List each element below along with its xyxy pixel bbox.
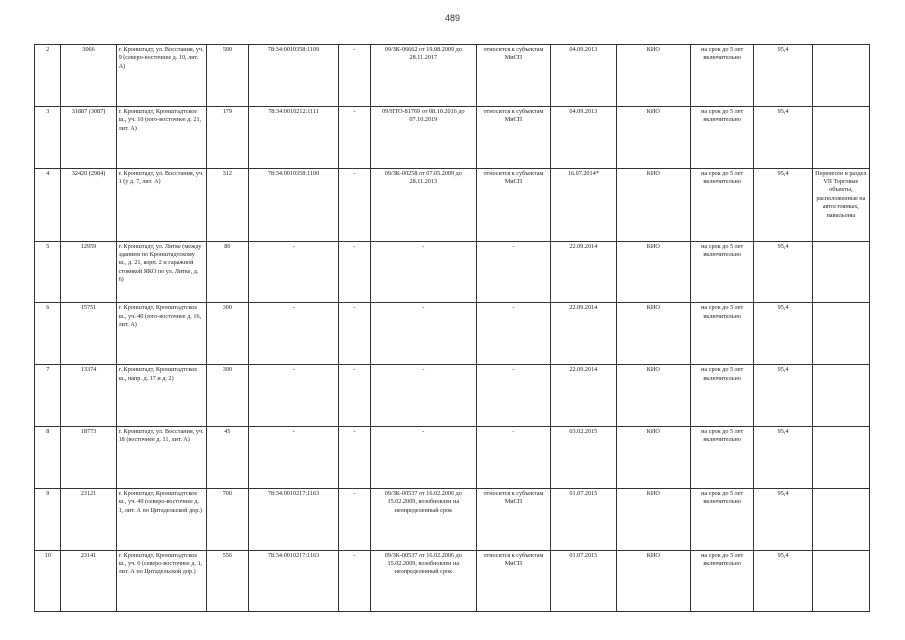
row-number-cell: 8 — [35, 426, 61, 488]
registry-number-cell: 31887 (3087) — [61, 106, 116, 168]
percent-cell: 95,4 — [754, 106, 812, 168]
row-number-cell: 6 — [35, 303, 61, 365]
cadastral-number-cell: - — [249, 365, 339, 427]
address-cell: г. Кронштадт, ул. Восстания, уч. 18 (восточнее д. 11, лит. А) — [116, 426, 206, 488]
row-number-cell: 7 — [35, 365, 61, 427]
table-row — [35, 45, 870, 107]
percent-cell: 95,4 — [754, 45, 812, 107]
percent-cell: 95,4 — [754, 488, 812, 550]
cadastral-number-cell: 78:34:0010358:1109 — [249, 45, 339, 107]
date-cell: 22.09.2014 — [550, 365, 616, 427]
registry-number-cell: 23121 — [61, 488, 116, 550]
percent-cell: 95,4 — [754, 365, 812, 427]
registry-number-cell: 3066 — [61, 45, 116, 107]
term-cell: на срок до 5 лет включительно — [690, 426, 754, 488]
area-cell: 312 — [206, 168, 248, 241]
table-row — [35, 241, 870, 303]
term-cell: на срок до 5 лет включительно — [690, 45, 754, 107]
organization-cell: КИО — [616, 488, 690, 550]
organization-cell: КИО — [616, 365, 690, 427]
note-cell — [812, 45, 869, 107]
cadastral-number-cell: 78:34:0010217:1163 — [249, 550, 339, 612]
term-cell: на срок до 5 лет включительно — [690, 488, 754, 550]
area-cell: 300 — [206, 303, 248, 365]
contract-cell: - — [370, 426, 476, 488]
dash-cell: - — [339, 303, 371, 365]
row-number-cell: 2 — [35, 45, 61, 107]
term-cell: на срок до 5 лет включительно — [690, 106, 754, 168]
status-cell: относится к субъектам МиСП — [476, 106, 550, 168]
table-row — [35, 426, 870, 488]
area-cell: 700 — [206, 488, 248, 550]
row-number-cell: 4 — [35, 168, 61, 241]
dash-cell: - — [339, 550, 371, 612]
dash-cell: - — [339, 365, 371, 427]
row-number-cell: 10 — [35, 550, 61, 612]
registry-number-cell: 23141 — [61, 550, 116, 612]
percent-cell: 95,4 — [754, 241, 812, 303]
note-cell — [812, 426, 869, 488]
note-cell: Перенесен в раздел VII Торговые объекты, расположенные на автостоянках, павильоны — [812, 168, 869, 241]
organization-cell: КИО — [616, 168, 690, 241]
registry-table — [34, 44, 870, 612]
percent-cell: 95,4 — [754, 426, 812, 488]
date-cell: 04.09.2013 — [550, 106, 616, 168]
status-cell: относится к субъектам МиСП — [476, 168, 550, 241]
address-cell: г. Кронштадт, Кронштадтское ш., уч. 49 (северо-восточнее д. 1, лит. А по Цитадельской дор.) — [116, 488, 206, 550]
date-cell: 04.09.2013 — [550, 45, 616, 107]
percent-cell: 95,4 — [754, 303, 812, 365]
registry-number-cell: 12959 — [61, 241, 116, 303]
address-cell: г. Кронштадт, Кронштадтское ш., уч. 10 (юго-восточнее д. 21, лит. А) — [116, 106, 206, 168]
dash-cell: - — [339, 488, 371, 550]
note-cell — [812, 550, 869, 612]
address-cell: г. Кронштадт, ул. Восстания, уч. 9 (северо-восточнее д. 10, лит. А) — [116, 45, 206, 107]
organization-cell: КИО — [616, 550, 690, 612]
address-cell: г. Кронштадт, ул. Восстания, уч. 1 (у д. 7, лит. А) — [116, 168, 206, 241]
row-number-cell: 3 — [35, 106, 61, 168]
status-cell: - — [476, 365, 550, 427]
date-cell: 01.07.2015 — [550, 550, 616, 612]
percent-cell: 95,4 — [754, 550, 812, 612]
contract-cell: - — [370, 241, 476, 303]
table-row — [35, 303, 870, 365]
table-row — [35, 365, 870, 427]
contract-cell: 09/ЗК-06662 от 19.08.2009 до 28.11.2017 — [370, 45, 476, 107]
contract-cell: 09/ЗК-00537 от 16.02.2006 до 15.02.2009, возобновлен на неопределенный срок — [370, 488, 476, 550]
address-cell: г. Кронштадт, Кронштадтское ш., напр. д. 17 и д. 2) — [116, 365, 206, 427]
term-cell: на срок до 5 лет включительно — [690, 241, 754, 303]
status-cell: - — [476, 426, 550, 488]
status-cell: - — [476, 303, 550, 365]
cadastral-number-cell: 78:34:0010217:1163 — [249, 488, 339, 550]
dash-cell: - — [339, 426, 371, 488]
organization-cell: КИО — [616, 45, 690, 107]
area-cell: 556 — [206, 550, 248, 612]
dash-cell: - — [339, 45, 371, 107]
address-cell: г. Кронштадт, Кронштадтское ш., уч. 6 (северо-восточнее д. 1, лит. А по Цитадельской дор.) — [116, 550, 206, 612]
address-cell: г. Кронштадт, ул. Литке (между зданием по Кронштадтскому ш., д. 21, корп. 2 и гаражной стоянкой ЯКО по ул. Литке, д. 6) — [116, 241, 206, 303]
date-cell: 16.07.2014* — [550, 168, 616, 241]
area-cell: 500 — [206, 45, 248, 107]
term-cell: на срок до 5 лет включительно — [690, 168, 754, 241]
term-cell: на срок до 5 лет включительно — [690, 365, 754, 427]
status-cell: относится к субъектам МиСП — [476, 488, 550, 550]
date-cell: 22.09.2014 — [550, 241, 616, 303]
note-cell — [812, 488, 869, 550]
contract-cell: - — [370, 365, 476, 427]
registry-number-cell: 13374 — [61, 365, 116, 427]
dash-cell: - — [339, 241, 371, 303]
note-cell — [812, 241, 869, 303]
dash-cell: - — [339, 168, 371, 241]
cadastral-number-cell: - — [249, 241, 339, 303]
row-number-cell: 5 — [35, 241, 61, 303]
registry-number-cell: 15751 — [61, 303, 116, 365]
area-cell: 300 — [206, 365, 248, 427]
organization-cell: КИО — [616, 106, 690, 168]
term-cell: на срок до 5 лет включительно — [690, 550, 754, 612]
cadastral-number-cell: 78:34:0010212:1111 — [249, 106, 339, 168]
cadastral-number-cell: - — [249, 426, 339, 488]
percent-cell: 95,4 — [754, 168, 812, 241]
organization-cell: КИО — [616, 426, 690, 488]
note-cell — [812, 303, 869, 365]
table-row — [35, 106, 870, 168]
cadastral-number-cell: 78:34:0010358:1100 — [249, 168, 339, 241]
date-cell: 22.09.2014 — [550, 303, 616, 365]
registry-number-cell: 32420 (2984) — [61, 168, 116, 241]
organization-cell: КИО — [616, 241, 690, 303]
dash-cell: - — [339, 106, 371, 168]
date-cell: 01.07.2015 — [550, 488, 616, 550]
address-cell: г. Кронштадт, Кронштадтское ш., уч. 40 (юго-восточнее д. 16, лит. А) — [116, 303, 206, 365]
table-row — [35, 488, 870, 550]
cadastral-number-cell: - — [249, 303, 339, 365]
organization-cell: КИО — [616, 303, 690, 365]
contract-cell: 09/НТО-81769 от 08.10.2016 до 07.10.2019 — [370, 106, 476, 168]
note-cell — [812, 365, 869, 427]
page-number: 489 — [444, 13, 461, 23]
status-cell: - — [476, 241, 550, 303]
term-cell: на срок до 5 лет включительно — [690, 303, 754, 365]
status-cell: относится к субъектам МиСП — [476, 550, 550, 612]
status-cell: относится к субъектам МиСП — [476, 45, 550, 107]
contract-cell: - — [370, 303, 476, 365]
table-row — [35, 168, 870, 241]
date-cell: 03.02.2015 — [550, 426, 616, 488]
contract-cell: 09/ЗК-00258 от 07.05.2009 до 28.11.2013 — [370, 168, 476, 241]
area-cell: 45 — [206, 426, 248, 488]
registry-number-cell: 18773 — [61, 426, 116, 488]
note-cell — [812, 106, 869, 168]
area-cell: 80 — [206, 241, 248, 303]
area-cell: 179 — [206, 106, 248, 168]
contract-cell: 09/ЗК-00537 от 16.02.2006 до 15.02.2009, возобновлен на неопределенный срок — [370, 550, 476, 612]
row-number-cell: 9 — [35, 488, 61, 550]
table-row — [35, 550, 870, 612]
